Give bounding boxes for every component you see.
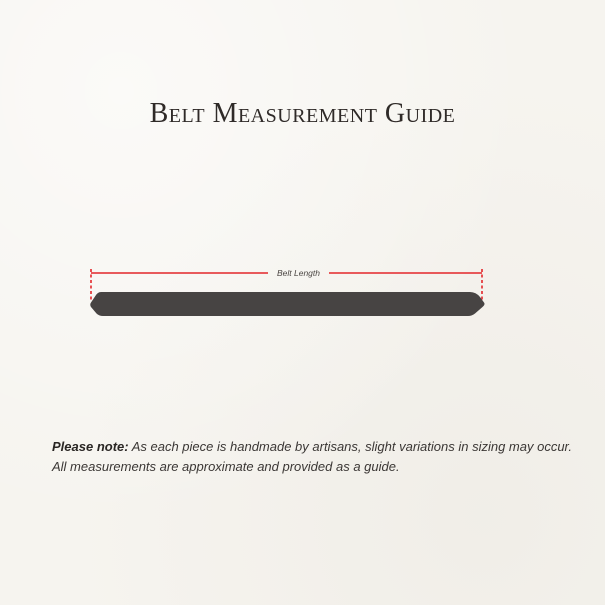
belt-diagram <box>0 255 605 335</box>
page-title: Belt Measurement Guide <box>149 98 456 129</box>
note-prefix: Please note: <box>52 439 129 454</box>
belt-length-label: Belt Length <box>276 268 321 278</box>
belt-strap <box>90 292 484 316</box>
sizing-note <box>52 437 572 477</box>
note-text: As each piece is handmade by artisans, slight variations in sizing may occur. All measurements are approximate and provided as a guide. <box>52 439 573 474</box>
